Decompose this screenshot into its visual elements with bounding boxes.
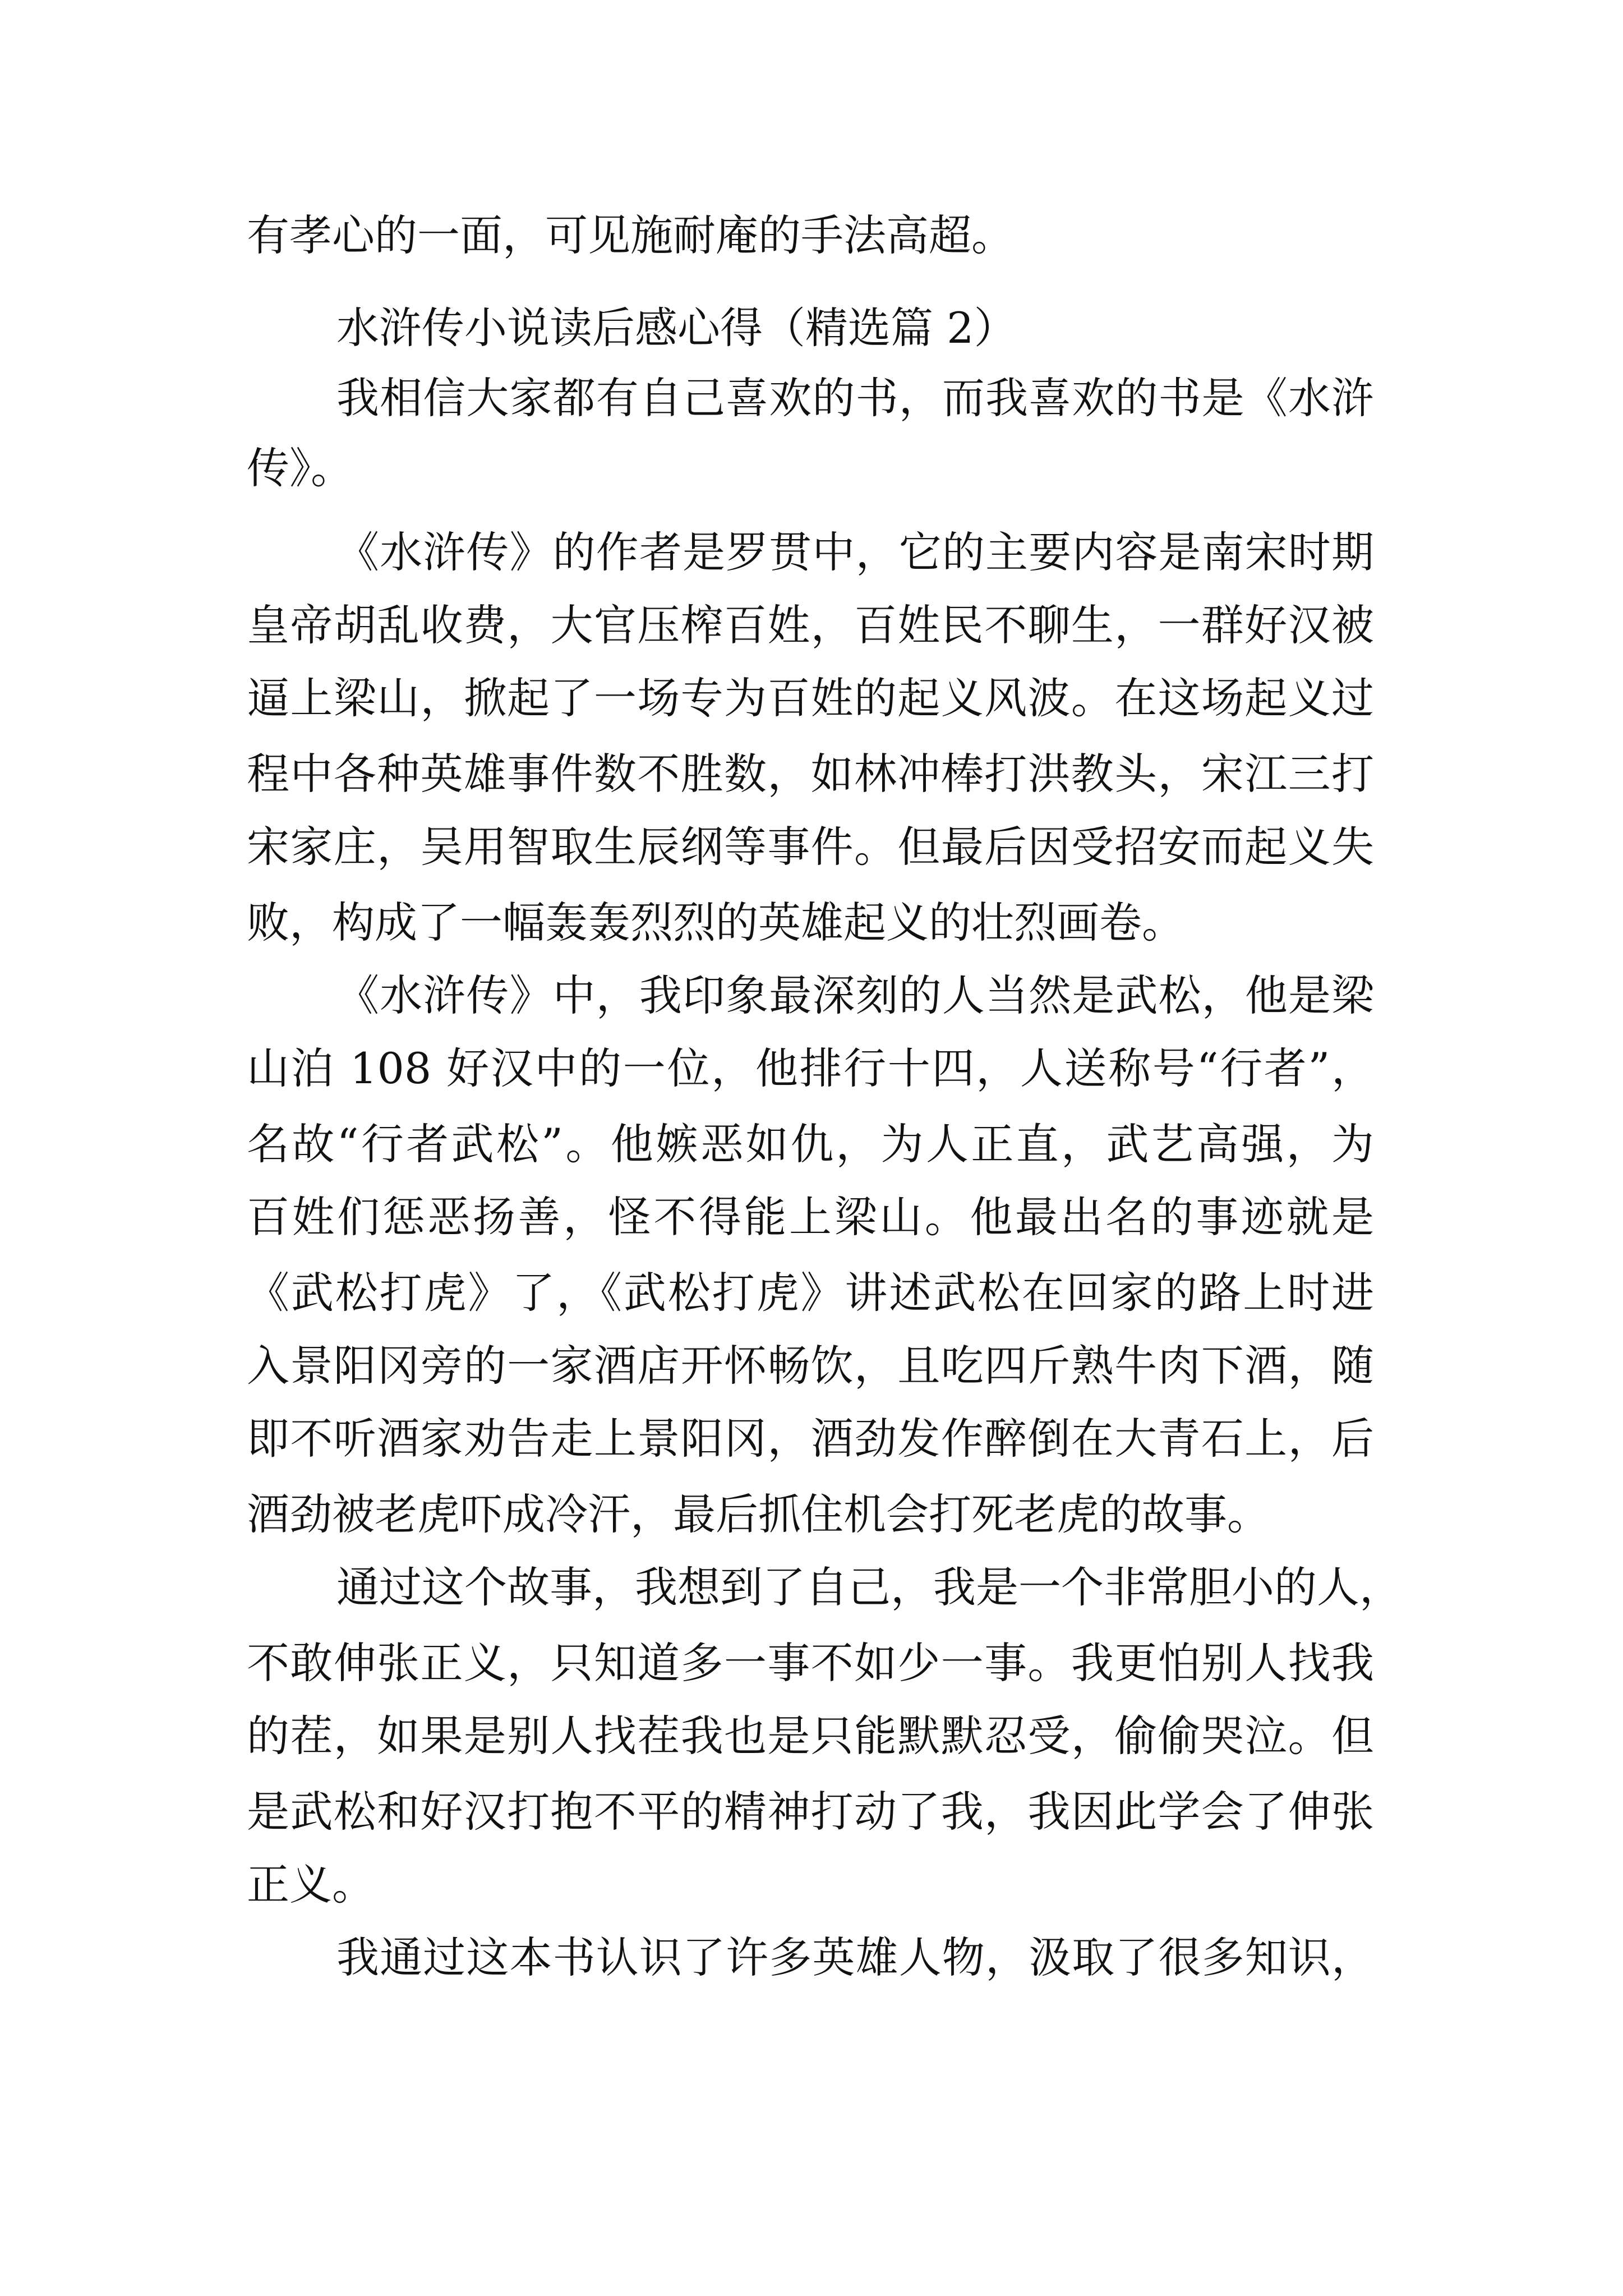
- text-line: 山泊 108 好汉中的一位，他排行十四，人送称号“行者”，: [247, 1043, 1374, 1093]
- text-line: 逼上梁山，掀起了一场专为百姓的起义风波。在这场起义过: [247, 673, 1374, 723]
- text-line: 通过这个故事，我想到了自己，我是一个非常胆小的人，: [336, 1562, 1402, 1612]
- text-line: 入景阳冈旁的一家酒店开怀畅饮，且吃四斤熟牛肉下酒，随: [247, 1341, 1374, 1391]
- section-heading: 水浒传小说读后感心得（精选篇 2）: [336, 303, 1017, 353]
- text-line: 正义。: [247, 1860, 375, 1910]
- text-line: 酒劲被老虎吓成冷汗，最后抓住机会打死老虎的故事。: [247, 1489, 1270, 1539]
- text-line: 程中各种英雄事件数不胜数，如林冲棒打洪教头，宋江三打: [247, 749, 1374, 799]
- text-line: 的茬，如果是别人找茬我也是只能默默忍受，偷偷哭泣。但: [247, 1711, 1374, 1761]
- text-line: 皇帝胡乱收费，大官压榨百姓，百姓民不聊生，一群好汉被: [247, 600, 1374, 650]
- text-line: 传》。: [247, 443, 353, 493]
- text-line: 《武松打虎》了，《武松打虎》讲述武松在回家的路上时进: [247, 1268, 1374, 1318]
- text-line: 《水浒传》的作者是罗贯中，它的主要内容是南宋时期: [336, 527, 1374, 577]
- text-line: 名故“行者武松”。他嫉恶如仇，为人正直，武艺高强，为: [247, 1119, 1374, 1169]
- text-line: 《水浒传》中，我印象最深刻的人当然是武松，他是梁: [336, 970, 1374, 1020]
- text-line: 有孝心的一面，可见施耐庵的手法高超。: [247, 210, 1014, 260]
- text-line: 败，构成了一幅轰轰烈烈的英雄起义的壮烈画卷。: [247, 898, 1184, 947]
- text-line: 我通过这本书认识了许多英雄人物，汲取了很多知识，: [336, 1932, 1374, 1982]
- text-line: 百姓们惩恶扬善，怪不得能上梁山。他最出名的事迹就是: [247, 1192, 1374, 1242]
- text-line: 我相信大家都有自己喜欢的书，而我喜欢的书是《水浒: [336, 373, 1374, 423]
- text-line: 是武松和好汉打抱不平的精神打动了我，我因此学会了伸张: [247, 1787, 1374, 1837]
- text-line: 宋家庄，吴用智取生辰纲等事件。但最后因受招安而起义失: [247, 822, 1374, 872]
- text-line: 即不听酒家劝告走上景阳冈，酒劲发作醉倒在大青石上，后: [247, 1414, 1374, 1464]
- text-line: 不敢伸张正义，只知道多一事不如少一事。我更怕别人找我: [247, 1638, 1374, 1688]
